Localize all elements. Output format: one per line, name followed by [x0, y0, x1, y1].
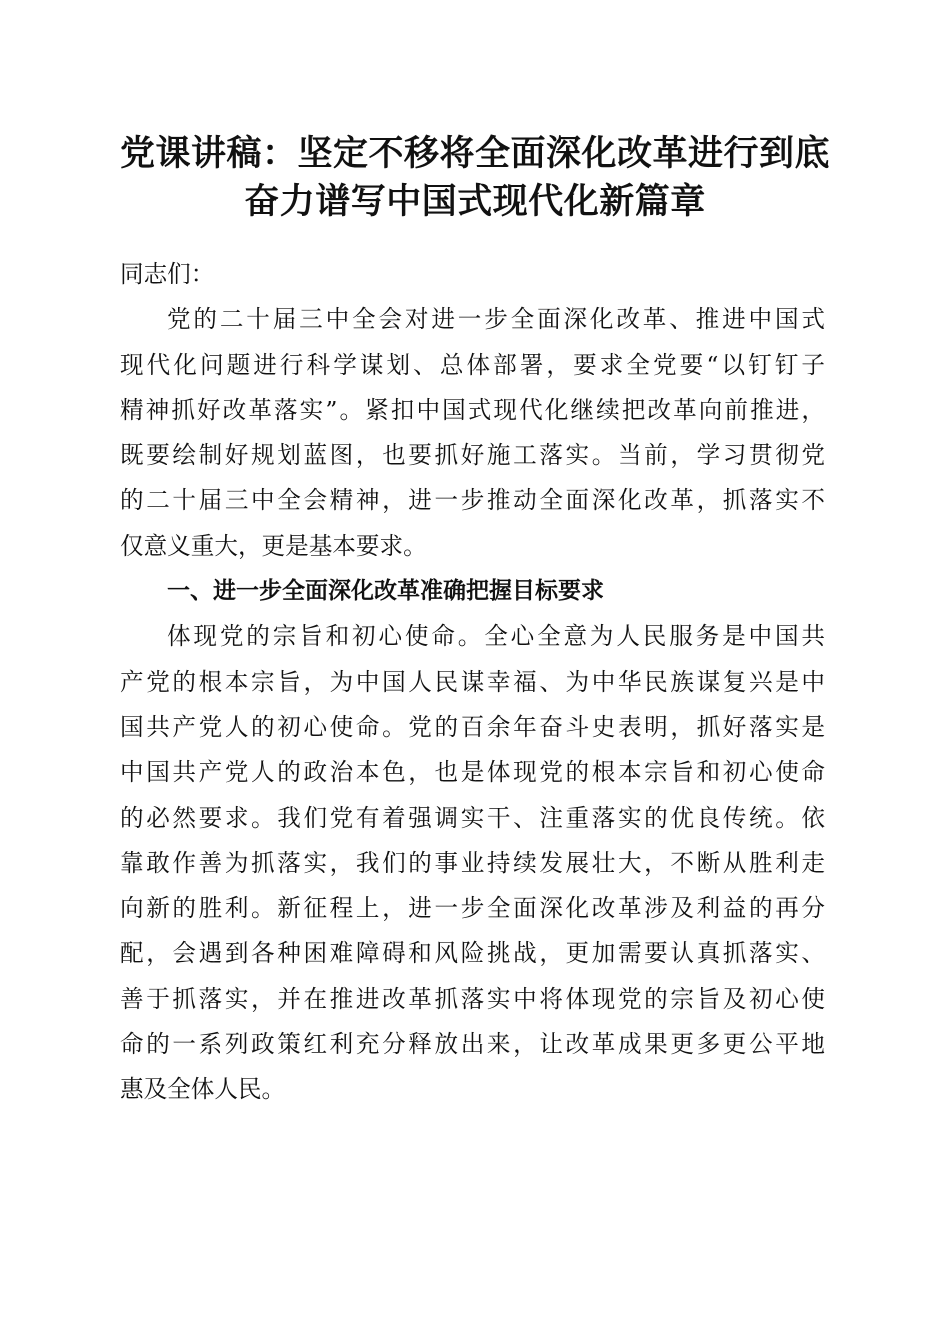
paragraph-line: 现代化问题进行科学谋划、总体部署，要求全党要“以钉钉子	[120, 350, 825, 379]
document-body	[120, 252, 825, 1113]
paragraph-line: 靠敢作善为抓落实，我们的事业持续发展壮大，不断从胜利走	[120, 848, 825, 877]
paragraph-line: 配，会遇到各种困难障碍和风险挑战，更加需要认真抓落实、	[120, 939, 825, 968]
paragraph-line: 的必然要求。我们党有着强调实干、注重落实的优良传统。依	[120, 803, 825, 832]
section-heading: 一、进一步全面深化改革准确把握目标要求	[167, 578, 604, 605]
paragraph-line: 仅意义重大，更是基本要求。	[120, 531, 427, 560]
paragraph-line: 命的一系列政策红利充分释放出来，让改革成果更多更公平地	[120, 1030, 825, 1059]
paragraph-line: 善于抓落实，并在推进改革抓落实中将体现党的宗旨及初心使	[120, 984, 825, 1013]
paragraph-line: 向新的胜利。新征程上，进一步全面深化改革涉及利益的再分	[120, 894, 825, 923]
salutation: 同志们：	[120, 260, 215, 288]
paragraph-line: 既要绘制好规划蓝图，也要抓好施工落实。当前，学习贯彻党	[120, 441, 825, 470]
title-line-1: 党课讲稿：坚定不移将全面深化改革进行到底	[119, 134, 830, 174]
paragraph-line: 国共产党人的初心使命。党的百余年奋斗史表明，抓好落实是	[120, 712, 825, 741]
document-title	[0, 130, 950, 226]
paragraph-line: 体现党的宗旨和初心使命。全心全意为人民服务是中国共	[167, 622, 825, 651]
section-paragraph	[120, 614, 825, 1112]
paragraph-line: 产党的根本宗旨，为中国人民谋幸福、为中华民族谋复兴是中	[120, 667, 825, 696]
paragraph-line: 惠及全体人民。	[120, 1075, 286, 1104]
intro-paragraph	[120, 297, 825, 569]
paragraph-line: 党的二十届三中全会对进一步全面深化改革、推进中国式	[167, 305, 825, 334]
title-line-2: 奋力谱写中国式现代化新篇章	[244, 182, 706, 222]
paragraph-line: 精神抓好改革落实”。紧扣中国式现代化继续把改革向前推进，	[120, 395, 825, 424]
paragraph-line: 的二十届三中全会精神，进一步推动全面深化改革，抓落实不	[120, 486, 825, 515]
paragraph-line: 中国共产党人的政治本色，也是体现党的根本宗旨和初心使命	[120, 758, 825, 787]
